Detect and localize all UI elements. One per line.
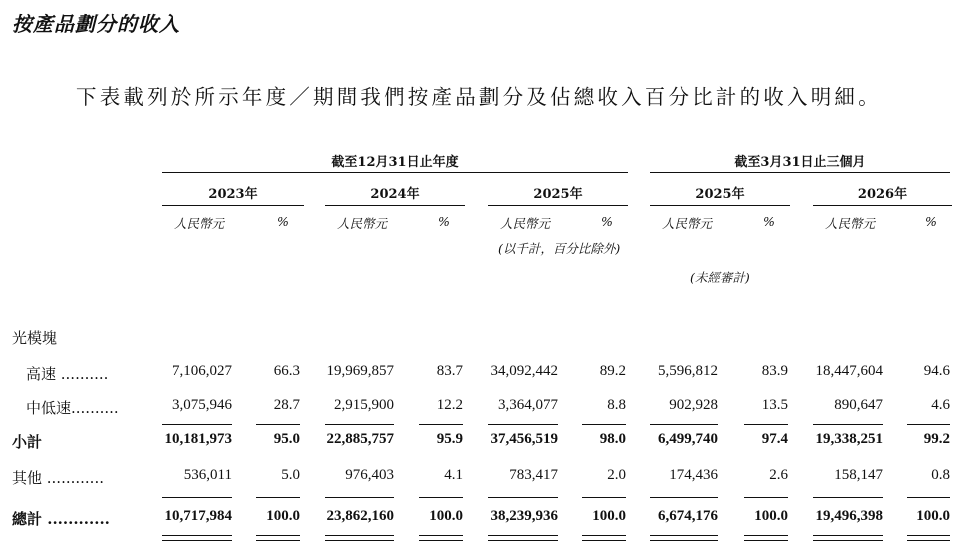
total-double-rule <box>325 535 394 541</box>
total-double-rule <box>162 535 232 541</box>
table-cell: 37,456,519 <box>490 431 558 447</box>
group-rule-fiscal <box>162 172 628 173</box>
table-cell: 94.6 <box>923 363 950 379</box>
currency-unit-label: 人民幣元 <box>662 216 713 231</box>
table-cell: 28.7 <box>273 397 300 413</box>
table-cell: 890,647 <box>834 397 883 413</box>
table-cell: 2.6 <box>769 467 788 483</box>
total-rule <box>813 497 883 498</box>
total-rule <box>744 497 788 498</box>
total-rule <box>162 497 232 498</box>
table-cell: 83.9 <box>761 363 788 379</box>
table-cell: 10,717,984 <box>164 508 232 524</box>
percent-unit-label: % <box>601 214 613 229</box>
year-rule <box>650 205 790 206</box>
table-cell: 536,011 <box>183 467 232 483</box>
total-double-rule <box>907 535 950 541</box>
table-cell: 3,364,077 <box>498 397 558 413</box>
currency-unit-label: 人民幣元 <box>500 216 551 231</box>
table-cell: 158,147 <box>834 467 883 483</box>
table-cell: 3,075,946 <box>172 397 232 413</box>
table-cell: 7,106,027 <box>172 363 232 379</box>
year-header: 2023年 <box>208 187 258 202</box>
table-cell: 6,674,176 <box>658 508 718 524</box>
table-cell: 97.4 <box>761 431 788 447</box>
row-label: 總計 ............ <box>12 510 110 528</box>
total-double-rule <box>813 535 883 541</box>
year-rule <box>813 205 952 206</box>
year-header: 2024年 <box>370 187 420 202</box>
subtotal-rule <box>419 424 463 425</box>
percent-unit-label: % <box>763 214 775 229</box>
table-cell: 10,181,973 <box>164 431 232 447</box>
group-header-quarter: 截至3月31日止三個月 <box>734 155 866 170</box>
percent-unit-label: % <box>925 214 937 229</box>
table-cell: 18,447,604 <box>815 363 883 379</box>
table-cell: 100.0 <box>754 508 788 524</box>
total-double-rule <box>582 535 626 541</box>
table-cell: 38,239,936 <box>490 508 558 524</box>
table-cell: 5.0 <box>281 467 300 483</box>
total-rule <box>325 497 394 498</box>
total-rule <box>582 497 626 498</box>
year-header: 2025年 <box>533 187 583 202</box>
year-header: 2026年 <box>857 187 908 202</box>
section-title: 按產品劃分的收入 <box>12 12 180 36</box>
table-cell: 100.0 <box>429 508 463 524</box>
currency-unit-label: 人民幣元 <box>825 216 876 231</box>
year-rule <box>325 205 465 206</box>
total-rule <box>488 497 558 498</box>
total-double-rule <box>488 535 558 541</box>
table-cell: 783,417 <box>509 467 558 483</box>
total-rule <box>650 497 718 498</box>
table-cell: 13.5 <box>761 397 788 413</box>
subtotal-rule <box>162 424 232 425</box>
table-cell: 66.3 <box>273 363 300 379</box>
unaudited-note: (未經審計) <box>690 270 750 285</box>
table-cell: 89.2 <box>599 363 626 379</box>
subtotal-rule <box>907 424 950 425</box>
table-cell: 19,969,857 <box>326 363 394 379</box>
intro-paragraph: 下表載列於所示年度／期間我們按產品劃分及佔總收入百分比計的收入明細。 <box>76 85 882 109</box>
percent-unit-label: % <box>277 214 289 229</box>
table-cell: 0.8 <box>931 467 950 483</box>
table-cell: 8.8 <box>607 397 626 413</box>
row-label: 小計 <box>12 433 43 451</box>
currency-unit-label: 人民幣元 <box>337 216 388 231</box>
total-double-rule <box>744 535 788 541</box>
subtotal-rule <box>582 424 626 425</box>
total-double-rule <box>650 535 718 541</box>
group-rule-quarter <box>650 172 950 173</box>
category-label: 光模塊 <box>12 329 58 347</box>
subtotal-rule <box>488 424 558 425</box>
currency-unit-label: 人民幣元 <box>174 216 225 231</box>
total-rule <box>907 497 950 498</box>
year-rule <box>162 205 304 206</box>
year-rule <box>488 205 628 206</box>
thousands-note: (以千計，百分比除外) <box>498 241 621 256</box>
table-cell: 2.0 <box>607 467 626 483</box>
table-cell: 95.9 <box>436 431 463 447</box>
percent-unit-label: % <box>438 214 450 229</box>
subtotal-rule <box>325 424 394 425</box>
table-cell: 4.6 <box>931 397 950 413</box>
table-cell: 174,436 <box>669 467 718 483</box>
group-header-fiscal: 截至12月31日止年度 <box>331 155 459 170</box>
table-cell: 976,403 <box>345 467 394 483</box>
subtotal-rule <box>813 424 883 425</box>
table-cell: 902,928 <box>669 397 718 413</box>
table-cell: 12.2 <box>436 397 463 413</box>
table-cell: 6,499,740 <box>658 431 718 447</box>
table-cell: 95.0 <box>273 431 300 447</box>
table-cell: 22,885,757 <box>326 431 394 447</box>
table-cell: 98.0 <box>599 431 626 447</box>
total-double-rule <box>256 535 300 541</box>
row-label: 其他 ............ <box>12 469 104 487</box>
row-label: 高速 .......... <box>26 365 109 383</box>
table-cell: 83.7 <box>436 363 463 379</box>
year-header: 2025年 <box>695 187 745 202</box>
subtotal-rule <box>256 424 300 425</box>
subtotal-rule <box>744 424 788 425</box>
table-cell: 34,092,442 <box>490 363 558 379</box>
table-cell: 100.0 <box>592 508 626 524</box>
total-rule <box>419 497 463 498</box>
table-cell: 19,496,398 <box>815 508 883 524</box>
row-label: 中低速.......... <box>26 399 119 417</box>
table-cell: 100.0 <box>266 508 300 524</box>
total-rule <box>256 497 300 498</box>
table-cell: 4.1 <box>444 467 463 483</box>
table-cell: 2,915,900 <box>334 397 394 413</box>
table-cell: 23,862,160 <box>326 508 394 524</box>
table-cell: 100.0 <box>916 508 950 524</box>
table-cell: 5,596,812 <box>658 363 718 379</box>
table-cell: 19,338,251 <box>815 431 883 447</box>
subtotal-rule <box>650 424 718 425</box>
total-double-rule <box>419 535 463 541</box>
table-cell: 99.2 <box>923 431 950 447</box>
